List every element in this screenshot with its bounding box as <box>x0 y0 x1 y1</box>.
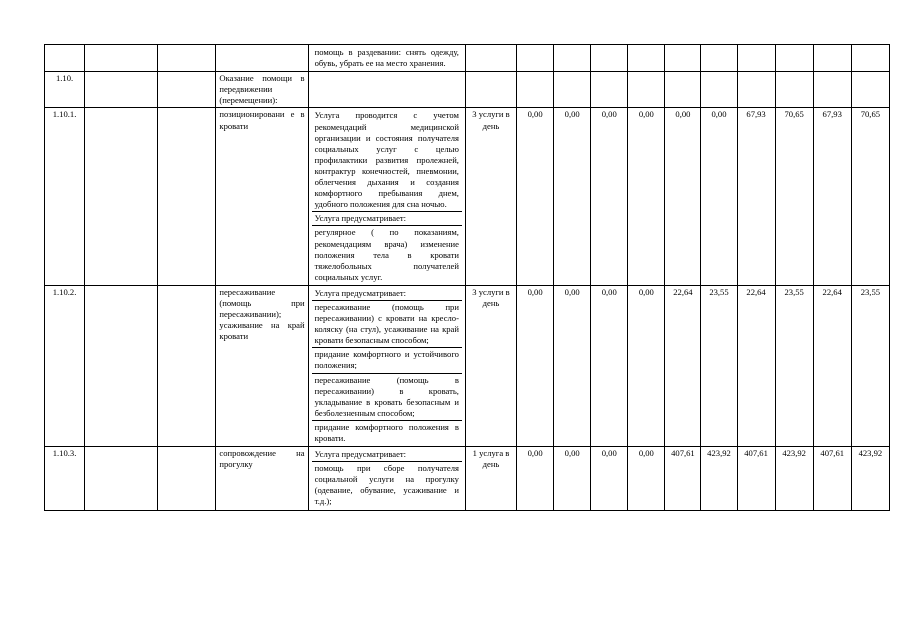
row-number-cell: 1.10.1. <box>45 108 85 285</box>
empty-cell <box>85 72 158 108</box>
table-row <box>45 447 890 510</box>
tariff-value-cell: 0,00 <box>701 108 737 285</box>
tariff-value-cell: 0,00 <box>628 108 665 285</box>
tariff-value-cell <box>628 45 665 72</box>
service-name-cell <box>216 45 308 72</box>
service-volume-cell: 3 услуги в день <box>465 285 516 446</box>
tariff-value-cell: 407,61 <box>665 447 701 510</box>
tariff-value-cell: 0,00 <box>517 285 554 446</box>
tariff-value-cell <box>851 72 889 108</box>
empty-cell <box>85 108 158 285</box>
service-name-cell: пересаживание (помощь при пересаживании); усаживание на край кровати <box>216 285 308 446</box>
empty-cell <box>158 447 216 510</box>
tariff-value-cell: 0,00 <box>628 447 665 510</box>
tariff-value-cell: 423,92 <box>851 447 889 510</box>
row-number-cell <box>45 45 85 72</box>
tariff-value-cell: 0,00 <box>554 285 591 446</box>
service-description-cell <box>308 45 465 72</box>
description-segment: Услуга предусматривает: <box>312 211 462 225</box>
tariff-value-cell: 0,00 <box>665 108 701 285</box>
table-row <box>45 45 890 72</box>
tariff-value-cell: 23,55 <box>701 285 737 446</box>
description-segment: придание комфортного и устойчивого положения; <box>312 347 462 372</box>
tariff-value-cell <box>665 72 701 108</box>
empty-cell <box>158 285 216 446</box>
tariff-value-cell: 423,92 <box>775 447 813 510</box>
tariff-value-cell <box>517 45 554 72</box>
row-number-cell: 1.10. <box>45 72 85 108</box>
tariff-value-cell: 22,64 <box>737 285 775 446</box>
tariff-value-cell: 67,93 <box>737 108 775 285</box>
document-page <box>44 44 890 511</box>
description-segment: Услуга предусматривает: <box>314 449 407 460</box>
tariff-value-cell <box>851 45 889 72</box>
service-name-cell: сопровождение на прогулку <box>216 447 308 510</box>
tariff-value-cell <box>517 72 554 108</box>
empty-cell <box>158 108 216 285</box>
tariff-value-cell <box>813 45 851 72</box>
description-segment: пересаживание (помощь в пересаживании) в кровать, укладывание в кровать безопасным и безболезненным способом; <box>312 373 462 420</box>
empty-cell <box>85 45 158 72</box>
tariff-value-cell <box>737 72 775 108</box>
tariff-value-cell <box>775 72 813 108</box>
description-segment: помощь в раздевании: снять одежду, обувь, убрать ее на место хранения. <box>314 47 459 69</box>
tariff-value-cell: 23,55 <box>775 285 813 446</box>
tariff-value-cell: 70,65 <box>775 108 813 285</box>
tariff-value-cell: 0,00 <box>591 108 628 285</box>
table-row <box>45 285 890 446</box>
service-description-cell <box>308 447 465 510</box>
tariff-value-cell: 70,65 <box>851 108 889 285</box>
description-segment: придание комфортного положения в кровати. <box>312 420 462 445</box>
table-body <box>45 45 890 511</box>
service-name-cell: позиционировани е в кровати <box>216 108 308 285</box>
tariff-value-cell <box>775 45 813 72</box>
service-volume-cell <box>465 45 516 72</box>
tariff-value-cell <box>701 72 737 108</box>
service-description-cell <box>308 108 465 285</box>
empty-cell <box>158 45 216 72</box>
tariff-value-cell <box>554 72 591 108</box>
row-number-cell: 1.10.2. <box>45 285 85 446</box>
tariff-value-cell <box>554 45 591 72</box>
service-name-cell: Оказание помощи в передвижении (перемещении): <box>216 72 308 108</box>
tariff-value-cell: 0,00 <box>591 447 628 510</box>
tariff-value-cell: 23,55 <box>851 285 889 446</box>
empty-cell <box>85 285 158 446</box>
tariff-value-cell <box>591 45 628 72</box>
description-segment: пересаживание (помощь при пересаживании) с кровати на кресло-коляску (на стул), усаживание на край кровати безопасным способом; <box>312 300 462 347</box>
tariff-value-cell: 67,93 <box>813 108 851 285</box>
service-volume-cell <box>465 72 516 108</box>
description-segment: Услуга предусматривает: <box>314 287 407 298</box>
service-volume-cell: 1 услуга в день <box>465 447 516 510</box>
empty-cell <box>85 447 158 510</box>
service-volume-cell: 3 услуги в день <box>465 108 516 285</box>
tariff-value-cell <box>665 45 701 72</box>
tariff-value-cell: 407,61 <box>737 447 775 510</box>
tariff-value-cell <box>701 45 737 72</box>
description-segment: помощь при сборе получателя социальной услуги на прогулку (одевание, обувание, усаживание и т.д.); <box>312 461 462 508</box>
description-segment: Услуга проводится с учетом рекомендаций медицинской организации и состояния получателя социальных услуг с целью профилактики развития пролежней, контрактур конечностей, пневмонии, облегчения дыхания и создания комфортного пребывания днем, удобного положения для сна ночью. <box>314 110 459 210</box>
tariff-value-cell: 423,92 <box>701 447 737 510</box>
tariff-value-cell: 0,00 <box>591 285 628 446</box>
table-row <box>45 108 890 285</box>
tariff-value-cell: 0,00 <box>554 447 591 510</box>
tariff-value-cell <box>628 72 665 108</box>
service-description-cell <box>308 285 465 446</box>
tariff-value-cell <box>737 45 775 72</box>
tariff-value-cell: 22,64 <box>665 285 701 446</box>
tariff-value-cell: 0,00 <box>554 108 591 285</box>
service-description-cell <box>308 72 465 108</box>
tariff-value-cell: 0,00 <box>517 108 554 285</box>
table-row <box>45 72 890 108</box>
tariff-table <box>44 44 890 511</box>
description-segment: регулярное ( по показаниям, рекомендациям врача) изменение положения тела в кровати тяжелобольных получателей социальных услуг. <box>312 225 462 283</box>
row-number-cell: 1.10.3. <box>45 447 85 510</box>
tariff-value-cell <box>591 72 628 108</box>
tariff-value-cell: 407,61 <box>813 447 851 510</box>
tariff-value-cell: 22,64 <box>813 285 851 446</box>
tariff-value-cell <box>813 72 851 108</box>
tariff-value-cell: 0,00 <box>628 285 665 446</box>
empty-cell <box>158 72 216 108</box>
tariff-value-cell: 0,00 <box>517 447 554 510</box>
